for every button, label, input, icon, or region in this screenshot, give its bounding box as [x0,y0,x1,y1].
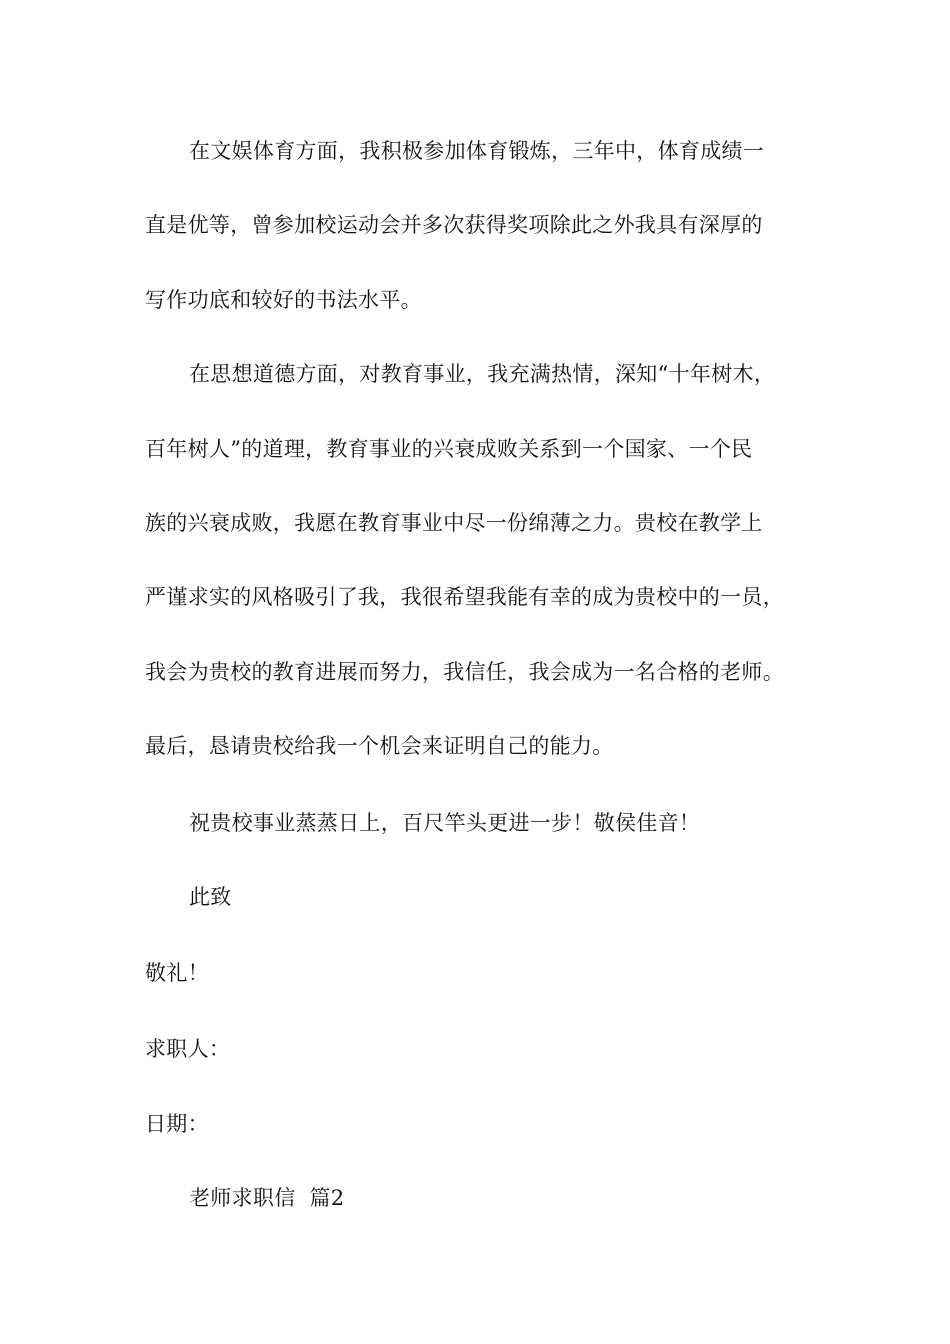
paragraph-line: 族的兴衰成败，我愿在教育事业中尽一份绵薄之力。贵校在教学上 [145,511,763,535]
paragraph-line: 百年树人”的道理，教育事业的兴衰成败关系到一个国家、一个民 [145,437,753,461]
paragraph-line: 在文娱体育方面，我积极参加体育锻炼，三年中，体育成绩一 [189,139,765,163]
paragraph-line: 我会为贵校的教育进展而努力，我信任，我会成为一名合格的老师。 [145,660,784,684]
applicant-label: 求职人： [145,1037,231,1061]
salutation-jingli: 敬礼！ [145,961,209,985]
paragraph-line: 最后，恳请贵校给我一个机会来证明自己的能力。 [145,734,614,758]
paragraph-line: 写作功底和较好的书法水平。 [145,288,422,312]
date-label: 日期： [145,1112,209,1136]
salutation-cizhi: 此致 [189,885,232,909]
section-heading: 老师求职信 篇2 [189,1186,345,1210]
paragraph-line: 直是优等，曾参加校运动会并多次获得奖项除此之外我具有深厚的 [145,213,763,237]
closing-wish: 祝贵校事业蒸蒸日上，百尺竿头更进一步！敬侯佳音！ [189,811,701,835]
paragraph-line: 严谨求实的风格吸引了我，我很希望我能有幸的成为贵校中的一员， [145,585,784,609]
paragraph-line: 在思想道德方面，对教育事业，我充满热情，深知“十年树木， [189,362,776,386]
